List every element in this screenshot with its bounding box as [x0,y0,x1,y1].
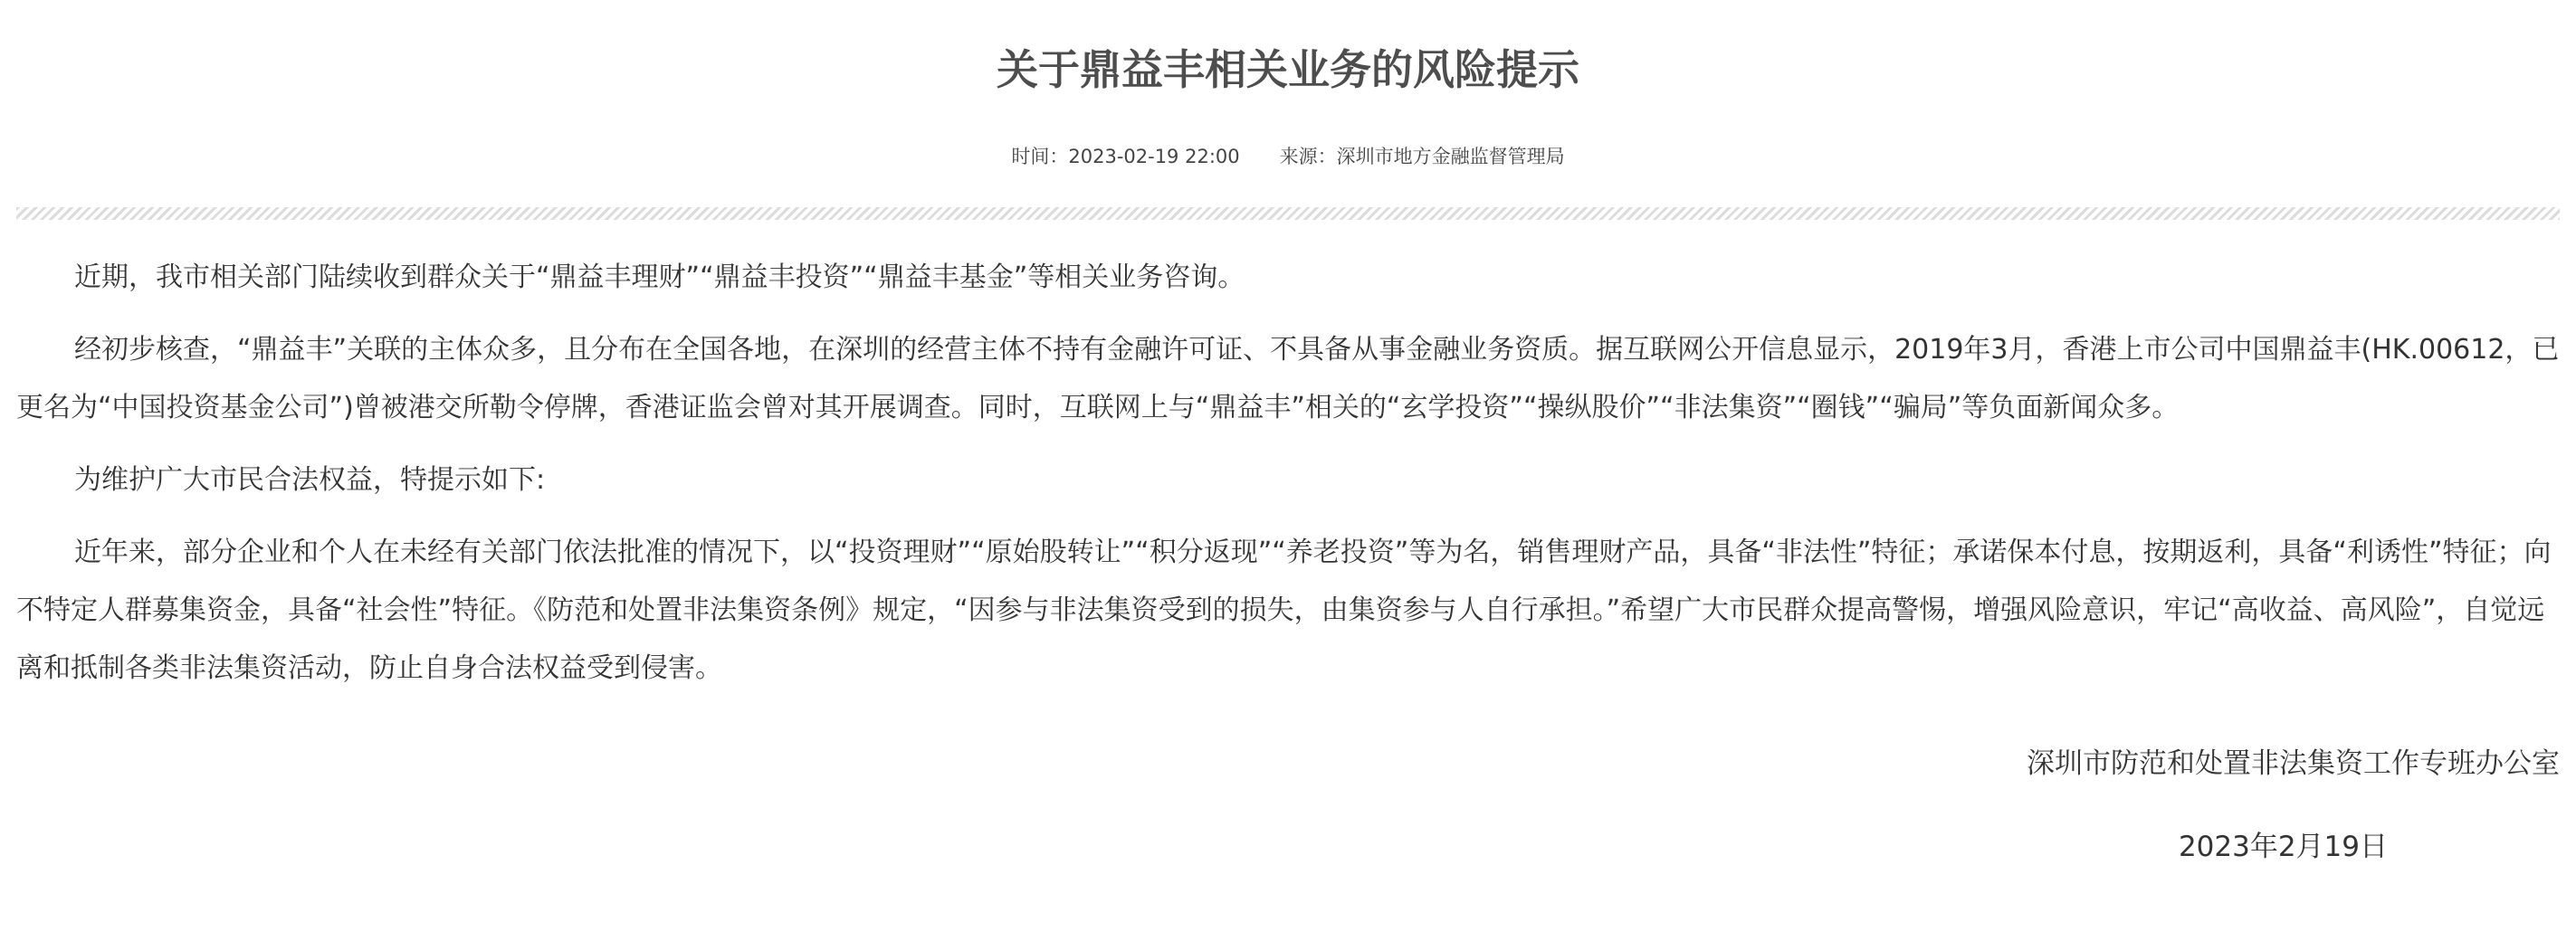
paragraph: 近年来，部分企业和个人在未经有关部门依法批准的情况下，以“投资理财”“原始股转让”“积分返现”“养老投资”等为名，销售理财产品，具备“非法性”特征；承诺保本付息，按期返利，具备“利诱性”特征；向不特定人群募集资金，具备“社会性”特征。《防范和处置非法集资条例》规定，“因参与非法集资受到的损失，由集资参与人自行承担。”希望广大市民群众提高警惕，增强风险意识，牢记“高收益、高风险”，自觉远离和抵制各类非法集资活动，防止自身合法权益受到侵害。 [16,537,2552,684]
paragraph: 为维护广大市民合法权益，特提示如下: [74,464,546,496]
publish-time: 时间：2023-02-19 22:00 [1011,146,1240,167]
page-title: 关于鼎益丰相关业务的风险提示 [997,45,1579,94]
article-body [16,249,2560,698]
publish-source: 来源：深圳市地方金融监督管理局 [1279,146,1565,167]
paragraph: 近期，我市相关部门陆续收到群众关于“鼎益丰理财”“鼎益丰投资”“鼎益丰基金”等相关业务咨询。 [74,261,1245,293]
signature: 深圳市防范和处置非法集资工作专班办公室 [2027,747,2560,780]
paragraph: 经初步核查，“鼎益丰”关联的主体众多，且分布在全国各地，在深圳的经营主体不持有金融许可证、不具备从事金融业务资质。据互联网公开信息显示，2019年3月，香港上市公司中国鼎益丰(HK.00612，已更名为“中国投资基金公司”)曾被港交所勒令停牌，香港证监会曾对其开展调查。同时，互联网上与“鼎益丰”相关的“玄学投资”“操纵股价”“非法集资”“圈钱”“骗局”等负面新闻众多。 [16,334,2560,423]
divider-stripe [16,207,2560,220]
article-meta [16,143,2560,170]
signature-date: 2023年2月19日 [2178,831,2388,863]
